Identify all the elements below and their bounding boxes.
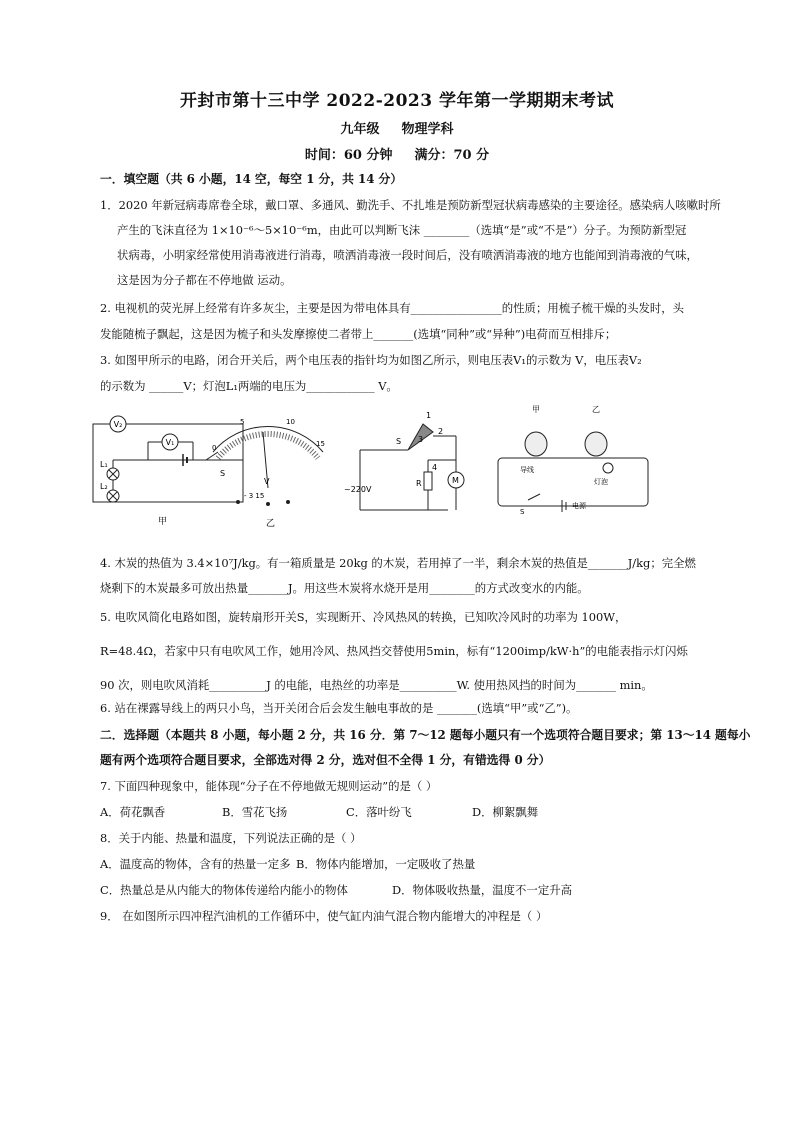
l2-label: L₂ xyxy=(100,482,108,491)
tick-5: 5 xyxy=(240,418,245,426)
q8-options-cd xyxy=(100,883,700,897)
dial-v: V xyxy=(264,477,270,486)
exam-score: 满分：70 分 xyxy=(414,148,490,163)
bird-yi: 乙 xyxy=(592,405,600,414)
dial-terminals: - 3 15 xyxy=(244,492,265,500)
q5-line: R=48.4Ω，若家中只有电吹风工作，她用冷风、热风挡交替使用5min，标有“1200imp/kW·h”的电能表指示灯闪烁 xyxy=(100,644,688,658)
q5-line: 90 次，则电吹风消耗__________J 的电能，电热丝的功率是__________W. 使用热风挡的时间为_______ min。 xyxy=(100,678,653,692)
q7-option-b[interactable]: B．雪花飞扬 xyxy=(222,805,288,819)
q1-line: 1．2020 年新冠病毒席卷全球，戴口罩、多通风、勤洗手、不扎堆是预防新型冠状病毒感染的主要途径。感染病人咳嗽时所 xyxy=(100,198,721,212)
exam-time: 时间：60 分钟 xyxy=(304,148,393,163)
figures-row xyxy=(88,402,718,532)
q9-stem: 9． 在如图所示四冲程汽油机的工作循环中，使气缸内油气混合物内能增大的冲程是（ ） xyxy=(100,909,548,923)
section2-heading: 二．选择题（本题共 8 小题，每小题 2 分，共 16 分．第 7～12 题每小题只有一个选项符合题目要求；第 13～14 题每小 xyxy=(100,728,751,742)
q7-options xyxy=(100,805,700,819)
q7-option-c[interactable]: C．落叶纷飞 xyxy=(346,805,412,819)
wire-label: 导线 xyxy=(520,466,534,474)
caption-yi: 乙 xyxy=(266,519,276,529)
switch-s: S xyxy=(520,508,525,516)
q1-line: 这是因为分子都在不停地做 运动。 xyxy=(117,273,292,287)
v1-label: V₁ xyxy=(165,438,175,447)
hd-2: 2 xyxy=(438,427,444,436)
q8-option-c[interactable]: C．热量总是从内能大的物体传递给内能小的物体 xyxy=(100,883,348,897)
hd-r: R xyxy=(416,479,422,488)
v2-label: V₂ xyxy=(113,420,123,429)
exam-title: 开封市第十三中学 2022-2023 学年第一学期期末考试 xyxy=(179,91,615,111)
section1-heading: 一．填空题（共 6 小题，14 空，每空 1 分，共 14 分） xyxy=(100,172,403,186)
q4-line: 4. 木炭的热值为 3.4×10⁷J/kg。有一箱质量是 20kg 的木炭，若用掉了一半，剩余木炭的热值是_______J/kg；完全燃 xyxy=(100,556,696,570)
bulb-label: 灯泡 xyxy=(594,478,608,486)
hd-s: S xyxy=(396,437,402,446)
q2-line: 2. 电视机的荧光屏上经常有许多灰尘，主要是因为带电体具有________________的性质；用梳子梳干燥的头发时，头 xyxy=(100,301,685,315)
subject: 物理学科 xyxy=(401,122,454,137)
hd-voltage: ~220V xyxy=(344,485,372,494)
q3-line: 3. 如图甲所示的电路，闭合开关后，两个电压表的指针均为如图乙所示，则电压表V₁的示数为 V，电压表V₂ xyxy=(100,353,642,367)
hd-1: 1 xyxy=(426,411,432,420)
grade-subject xyxy=(0,118,794,137)
time-score xyxy=(0,144,794,163)
q8-stem: 8．关于内能、热量和温度，下列说法正确的是（ ） xyxy=(100,831,362,845)
power-label: 电源 xyxy=(572,502,586,510)
hd-3: 3 xyxy=(418,435,424,444)
l1-label: L₁ xyxy=(100,460,108,469)
q1-line: 产生的飞沫直径为 1×10⁻⁶～5×10⁻⁶m，由此可以判断飞沫 ________（选填“是”或“不是”）分子。为预防新型冠 xyxy=(117,223,687,237)
q7-stem: 7. 下面四种现象中，能体现“分子在不停地做无规则运动”的是（ ） xyxy=(100,779,438,793)
tick-0: 0 xyxy=(212,444,217,452)
q8-option-d[interactable]: D．物体吸收热量，温度不一定升高 xyxy=(392,883,572,897)
switch-label: S xyxy=(220,469,226,478)
q7-option-a[interactable]: A．荷花飘香 xyxy=(100,805,166,819)
q2-line: 发能随梳子飘起，这是因为梳子和头发摩擦使二者带上_______(选填“同种”或“异种”)电荷而互相排斥； xyxy=(100,327,617,341)
bird-jia: 甲 xyxy=(532,405,540,414)
circuit-figures xyxy=(88,402,718,532)
q8-option-b[interactable]: B．物体内能增加，一定吸收了热量 xyxy=(296,857,476,871)
q8-option-a[interactable]: A．温度高的物体，含有的热量一定多 xyxy=(100,857,291,871)
q4-line: 烧剩下的木炭最多可放出热量_______J。用这些木炭将水烧开是用________的方式改变水的内能。 xyxy=(100,581,589,595)
hd-4: 4 xyxy=(432,463,438,472)
tick-10: 10 xyxy=(286,418,295,426)
q5-line: 5. 电吹风简化电路如图，旋转扇形开关S，实现断开、冷风热风的转换，已知吹冷风时的功率为 100W， xyxy=(100,610,627,624)
q8-options-ab xyxy=(100,857,700,871)
q6-line: 6. 站在裸露导线上的两只小鸟，当开关闭合后会发生触电事故的是 _______(选填“甲”或“乙”)。 xyxy=(100,701,578,715)
q1-line: 状病毒，小明家经常使用消毒液进行消毒，喷洒消毒液一段时间后，没有喷洒消毒液的地方也能闻到消毒液的气味， xyxy=(117,248,698,262)
figure-yi-voltmeter xyxy=(213,426,323,505)
grade: 九年级 xyxy=(340,122,380,137)
section2-heading: 题有两个选项符合题目要求，全部选对得 2 分，选对但不全得 1 分，有错选得 0 分） xyxy=(100,753,551,767)
tick-15: 15 xyxy=(316,440,325,448)
q7-option-d[interactable]: D．柳絮飘舞 xyxy=(472,805,539,819)
caption-jia: 甲 xyxy=(158,517,168,527)
figure-hairdryer-circuit xyxy=(360,424,464,510)
q3-line: 的示数为 ______V；灯泡L₁两端的电压为____________ V。 xyxy=(100,379,398,393)
hd-m: M xyxy=(452,476,459,485)
